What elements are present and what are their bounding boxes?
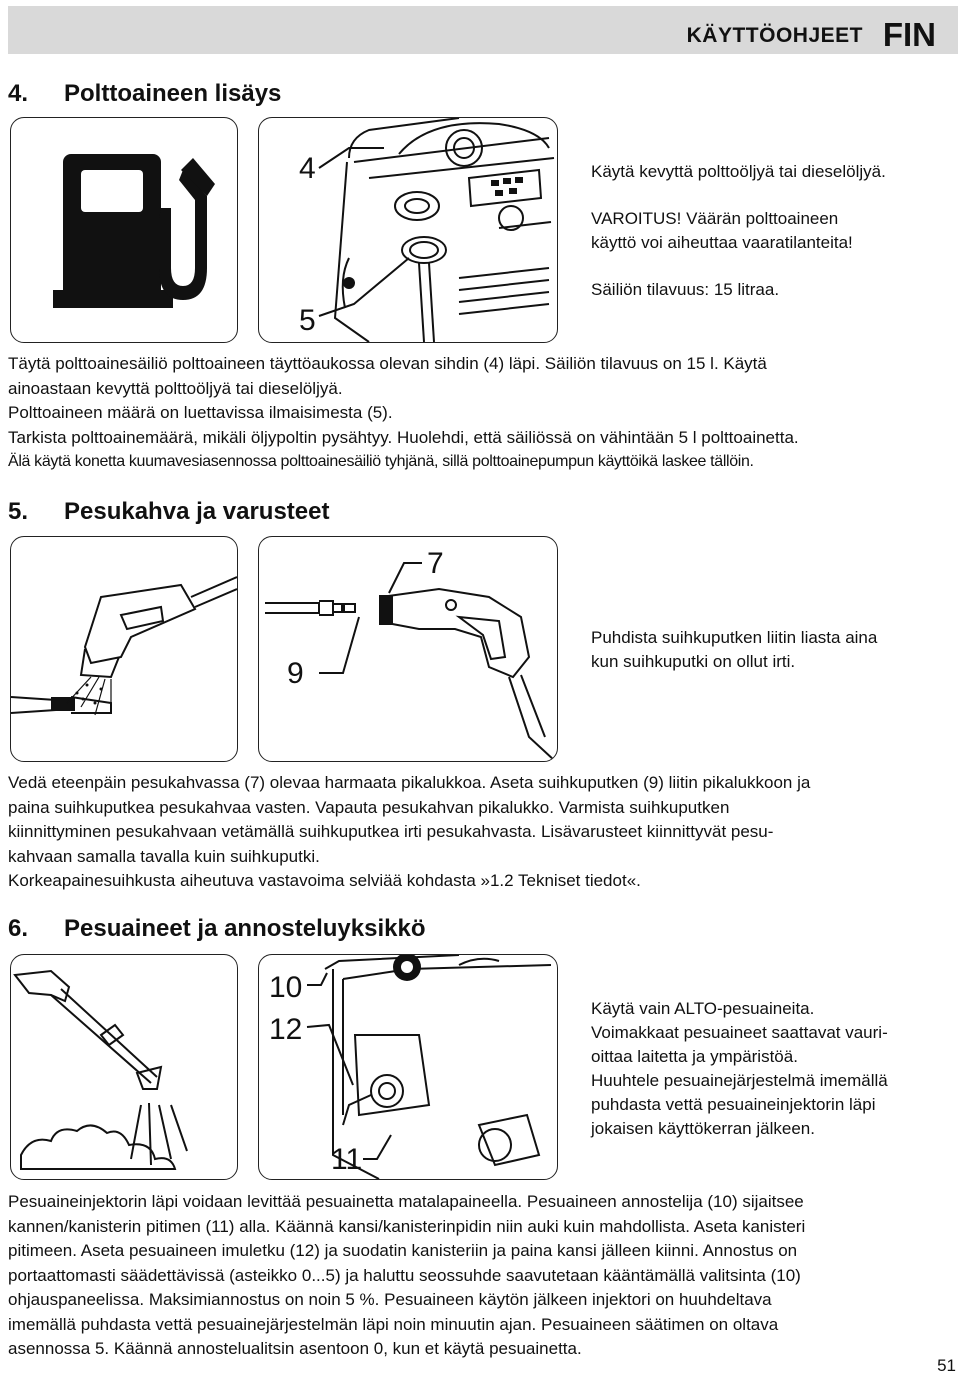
side-line: Säiliön tilavuus: 15 litraa. [591, 280, 780, 299]
section-5-number: 5. [8, 498, 29, 525]
callout-7: 7 [427, 547, 444, 580]
body-line: paina suihkuputkea pesukahvaa vasten. Vapauta pesukahvan pikalukko. Varmista suihkuputken [8, 797, 730, 817]
body-line: Tarkista polttoainemäärä, mikäli öljypoltin pysähtyy. Huolehdi, että säiliössä on vähintään 5 l polttoainetta. [8, 427, 799, 447]
section-6-heading [8, 915, 426, 943]
detergent-dosing-drawing [259, 955, 557, 1179]
header-language: FIN [882, 16, 936, 53]
section-6-title: Pesuaineet ja annosteluyksikkö [64, 915, 426, 942]
body-line: kiinnittyminen pesukahvaan vetämällä suihkuputkea irti pesukahvasta. Lisävarusteet kiinnittyvät pesu- [8, 822, 774, 841]
body-line: Polttoaineen määrä on luettavissa ilmaisimesta (5). [8, 403, 393, 422]
fuel-tank-panel [258, 117, 558, 343]
warning-line: käyttö voi aiheuttaa vaaratilanteita! [591, 233, 853, 252]
callout-10: 10 [269, 971, 303, 1004]
section-5-side-text [591, 626, 951, 674]
body-line: ainoastaan kevyttä polttoöljyä tai dieselöljyä. [8, 378, 343, 398]
side-line: kun suihkuputki on ollut irti. [591, 652, 796, 671]
spray-lance-panel [10, 536, 238, 762]
callout-5: 5 [299, 304, 316, 337]
body-line: asennossa 5. Käännä annostelualitsin asentoon 0, kun et käytä pesuainetta. [8, 1339, 582, 1358]
detergent-lance-panel [10, 954, 238, 1180]
body-line: Älä käytä konetta kuumavesiasennossa polttoainesäiliö tyhjänä, sillä polttoainepumpun käyttöikä laskee tällöin. [8, 453, 754, 470]
section-4-body [8, 352, 956, 475]
body-line: Korkeapainesuihkusta aiheutuva vastavoima selviää kohdasta »1.2 Tekniset tiedot«. [8, 871, 641, 890]
header-title: KÄYTTÖOHJEET [686, 24, 863, 47]
page-number: 51 [937, 1356, 956, 1375]
side-line: Huuhtele pesuainejärjestelmä imemällä [591, 1071, 888, 1090]
detergent-lance-drawing [11, 955, 237, 1179]
body-line: kahvaan samalla tavalla kuin suihkuputki. [8, 846, 320, 866]
body-line: kannen/kanisterin pitimen (11) alla. Käännä kansi/kanisterinpidin niin auki kuin mahdollista. Aseta kanisteri [8, 1216, 806, 1236]
body-line: ohjauspaneelissa. Maksimiannostus on noin 5 %. Pesuaineen käytön jälkeen injektori on huuhdeltava [8, 1290, 772, 1309]
section-5-heading [8, 498, 330, 526]
side-line: Käytä vain ALTO-pesuaineita. [591, 999, 815, 1018]
section-4-title: Polttoaineen lisäys [64, 80, 282, 107]
spray-gun-drawing [259, 537, 557, 761]
side-line: jokaisen käyttökerran jälkeen. [591, 1119, 815, 1138]
section-6-body [8, 1190, 956, 1362]
body-line: pitimeen. Aseta pesuaineen imuletku (12) ja suodatin kanisteriin ja paina kansi jälleen kiinni. Annostus on [8, 1241, 798, 1260]
body-line: Täytä polttoainesäiliö polttoaineen täyttöaukossa olevan sihdin (4) läpi. Säiliön tilavuus on 15 l. Käytä [8, 354, 767, 373]
section-4-heading [8, 80, 281, 108]
callout-4: 4 [299, 152, 316, 185]
fuel-tank-drawing [259, 118, 557, 342]
body-line: imemällä puhdasta vettä pesuainejärjestelmän läpi noin minuutin ajan. Pesuaineen säätimen on oltava [8, 1314, 779, 1334]
spray-gun-panel [258, 536, 558, 762]
side-line: Puhdista suihkuputken liitin liasta aina [591, 628, 878, 647]
callout-11: 11 [331, 1143, 363, 1176]
warning-line: VAROITUS! Väärän polttoaineen [591, 209, 839, 228]
body-line: Vedä eteenpäin pesukahvassa (7) olevaa harmaata pikalukkoa. Aseta suihkuputken (9) liitin pikalukkoon ja [8, 773, 811, 792]
spray-lance-drawing [11, 537, 237, 761]
body-line: Pesuaineinjektorin läpi voidaan levittää pesuainetta matalapaineella. Pesuaineen annostelija (10) sijaitsee [8, 1192, 804, 1211]
fuel-pump-icon [11, 118, 237, 342]
section-4-number: 4. [8, 80, 29, 107]
side-line: puhdasta vettä pesuaineinjektorin läpi [591, 1095, 876, 1114]
body-line: portaattomasti säädettävissä (asteikko 0...5) ja haluttu seossuhde saavutetaan kääntämällä valitsinta (10) [8, 1265, 801, 1285]
detergent-dosing-panel [258, 954, 558, 1180]
section-5-title: Pesukahva ja varusteet [64, 498, 330, 525]
callout-12: 12 [269, 1013, 303, 1046]
section-6-number: 6. [8, 915, 29, 942]
side-line: Käytä kevyttä polttoöljyä tai dieselöljyä. [591, 162, 886, 181]
fuel-pump-panel [10, 117, 238, 343]
section-4-side-text [591, 160, 951, 302]
callout-9: 9 [287, 657, 304, 690]
section-5-body [8, 771, 956, 894]
section-6-side-text [591, 997, 951, 1141]
header-bar [8, 6, 958, 54]
side-line: oittaa laitetta ja ympäristöä. [591, 1047, 798, 1066]
side-line: Voimakkaat pesuaineet saattavat vauri- [591, 1023, 888, 1042]
